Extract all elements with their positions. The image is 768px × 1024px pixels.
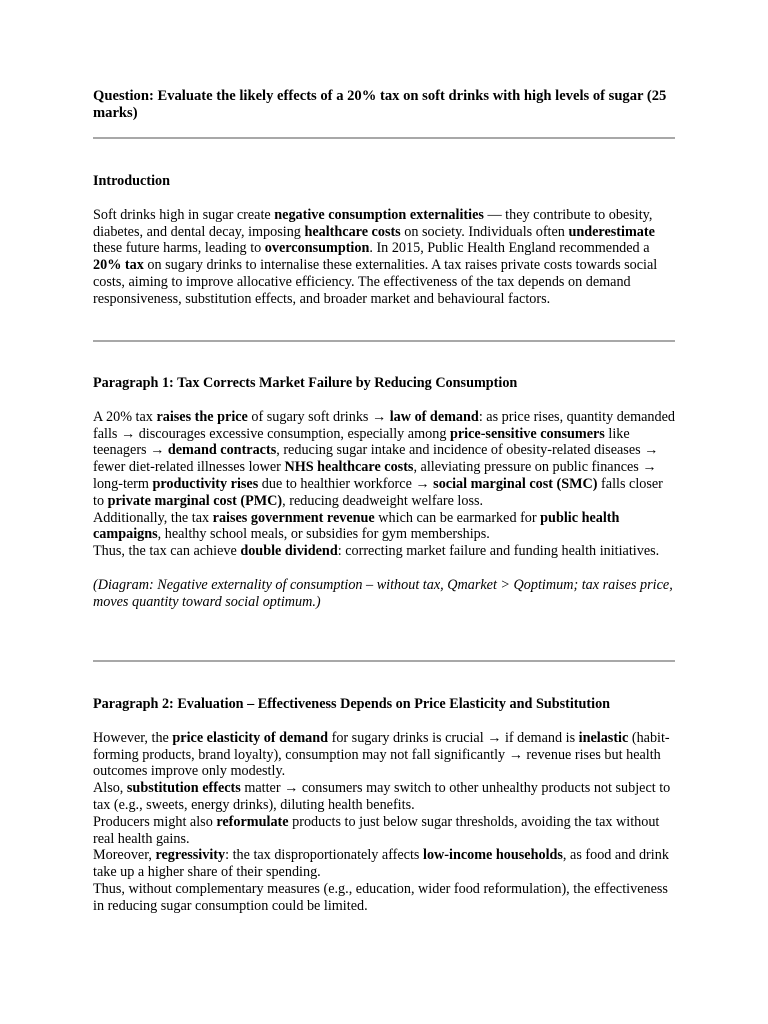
text: Soft drinks high in sugar create xyxy=(93,206,275,223)
text: raises the price xyxy=(156,408,248,425)
text: Moreover, xyxy=(93,847,156,864)
paragraph1-heading: Paragraph 1: Tax Corrects Market Failure by Reducing Consumption xyxy=(93,375,518,391)
text: NHS healthcare costs xyxy=(284,459,414,476)
text: , reducing deadweight welfare loss. xyxy=(282,492,484,509)
text: , as food and drink take up a higher share of their spending. xyxy=(93,847,669,881)
text: reformulate xyxy=(216,813,289,830)
text: falls closer to xyxy=(93,475,663,509)
text: . In 2015, Public Health England recommended a xyxy=(369,240,650,257)
text: double dividend xyxy=(240,543,338,560)
text: : correcting market failure and funding health initiatives. xyxy=(337,543,660,560)
text: (habit-forming products, brand loyalty), consumption may not fall significantly → revenue rises but health outcomes improve only modestly. xyxy=(93,729,670,780)
text: on society. Individuals often xyxy=(400,223,569,240)
text: overconsumption xyxy=(264,240,370,257)
text: , alleviating pressure on public finances → long-term xyxy=(93,459,657,492)
introduction-paragraph xyxy=(93,207,675,308)
text: — they contribute to obesity, diabetes, and dental decay, imposing xyxy=(93,206,653,240)
text: products to just below sugar thresholds, avoiding the tax without real health gains. xyxy=(93,813,660,847)
paragraph2-heading: Paragraph 2: Evaluation – Effectiveness Depends on Price Elasticity and Substitution xyxy=(93,696,611,712)
text: Thus, without complementary measures (e.g., education, wider food reformulation), the effectiveness in reducing sugar consumption could be limited. xyxy=(93,880,668,914)
text: : the tax disproportionately affects xyxy=(225,847,423,864)
text: for sugary drinks is crucial → if demand is xyxy=(328,729,579,746)
text: matter → consumers may switch to other unhealthy products not subject to tax (e.g., sweets, energy drinks), diluting health benefits. xyxy=(93,780,671,813)
text: demand contracts xyxy=(167,442,277,459)
divider xyxy=(93,137,675,139)
text: law of demand xyxy=(389,408,479,425)
paragraph1-body xyxy=(93,409,675,560)
text: However, the xyxy=(93,729,173,746)
text: like teenagers → xyxy=(93,425,630,459)
text: underestimate xyxy=(568,223,655,240)
text: on sugary drinks to internalise these externalities. A tax raises private costs towards social costs, aiming to improve allocative efficiency. The effectiveness of the tax depends on demand responsiveness, substitution effects, and broader market and behavioural factors. xyxy=(93,257,658,307)
text: private marginal cost (PMC) xyxy=(107,492,283,509)
text: healthcare costs xyxy=(304,223,401,240)
text: inelastic xyxy=(578,729,629,746)
text: Additionally, the tax xyxy=(93,509,213,526)
paragraph2-body xyxy=(93,730,675,915)
text: : as price rises, quantity demanded falls → discourages excessive consumption, especially among xyxy=(93,408,676,442)
text: regressivity xyxy=(155,847,226,864)
text: Producers might also xyxy=(93,813,217,830)
text: which can be earmarked for xyxy=(374,509,541,526)
text: Also, xyxy=(93,780,127,797)
divider xyxy=(93,660,675,662)
text: social marginal cost (SMC) xyxy=(433,475,598,492)
text: substitution effects xyxy=(126,780,241,797)
text: price elasticity of demand xyxy=(172,729,329,746)
introduction-heading: Introduction xyxy=(93,173,170,189)
paragraph2-section xyxy=(93,696,675,915)
text: due to healthier workforce → xyxy=(258,475,434,492)
divider xyxy=(93,340,675,342)
text: raises government revenue xyxy=(212,509,375,526)
text: 20% tax xyxy=(93,257,144,274)
text: productivity rises xyxy=(152,475,259,492)
text: these future harms, leading to xyxy=(93,240,265,257)
text: A 20% tax xyxy=(93,408,157,425)
text: public health campaigns xyxy=(93,509,620,543)
text: , healthy school meals, or subsidies for gym memberships. xyxy=(157,526,490,543)
introduction-section xyxy=(93,173,675,308)
text: Thus, the tax can achieve xyxy=(93,543,241,560)
text: price-sensitive consumers xyxy=(449,425,605,442)
text: , reducing sugar intake and incidence of obesity-related diseases → fewer diet-related illnesses lower xyxy=(93,442,659,476)
paragraph1-section xyxy=(93,375,675,611)
diagram-note: (Diagram: Negative externality of consumption – without tax, Qmarket > Qoptimum; tax raises price, moves quantity toward social optimum.) xyxy=(93,576,673,610)
text: low-income households xyxy=(423,847,563,864)
question-title: Question: Evaluate the likely effects of a 20% tax on soft drinks with high levels of sugar (25 marks) xyxy=(93,88,667,121)
text: negative consumption externalities xyxy=(274,206,484,223)
text: of sugary soft drinks → xyxy=(247,408,390,425)
